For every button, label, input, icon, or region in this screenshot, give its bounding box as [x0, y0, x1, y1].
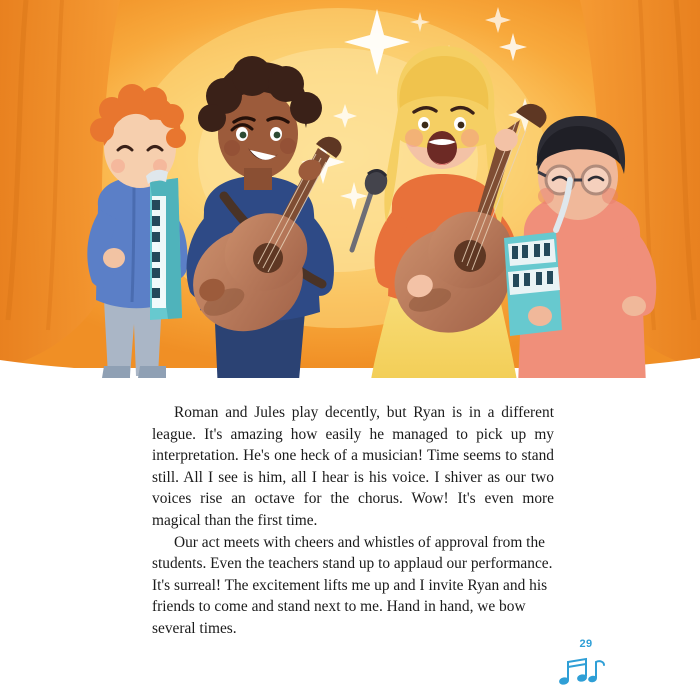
melodica-left	[146, 170, 182, 320]
music-notes-icon	[556, 654, 616, 688]
music-notes-mark	[556, 654, 616, 688]
paragraph-1: Roman and Jules play decently, but Ryan is in a different league. It's amazing how easily he managed to pick up my interpretation. He's one heck of a musician! Time seems to stand still. All I see is him, all I hear is his voice. I shiver as our two voices rise an octave for the chorus. Wow! It's even more magical than the first time.	[152, 404, 554, 529]
paragraph-2: Our act meets with cheers and whistles of approval from the students. Even the teachers stand up to applaud our performance. It's surreal! The excitement lifts me up and I invite Ryan and his friends to come and stand next to me. Hand in hand, we bow several times.	[152, 533, 553, 637]
page-number: 29	[579, 638, 593, 650]
page-body-text	[152, 402, 554, 640]
